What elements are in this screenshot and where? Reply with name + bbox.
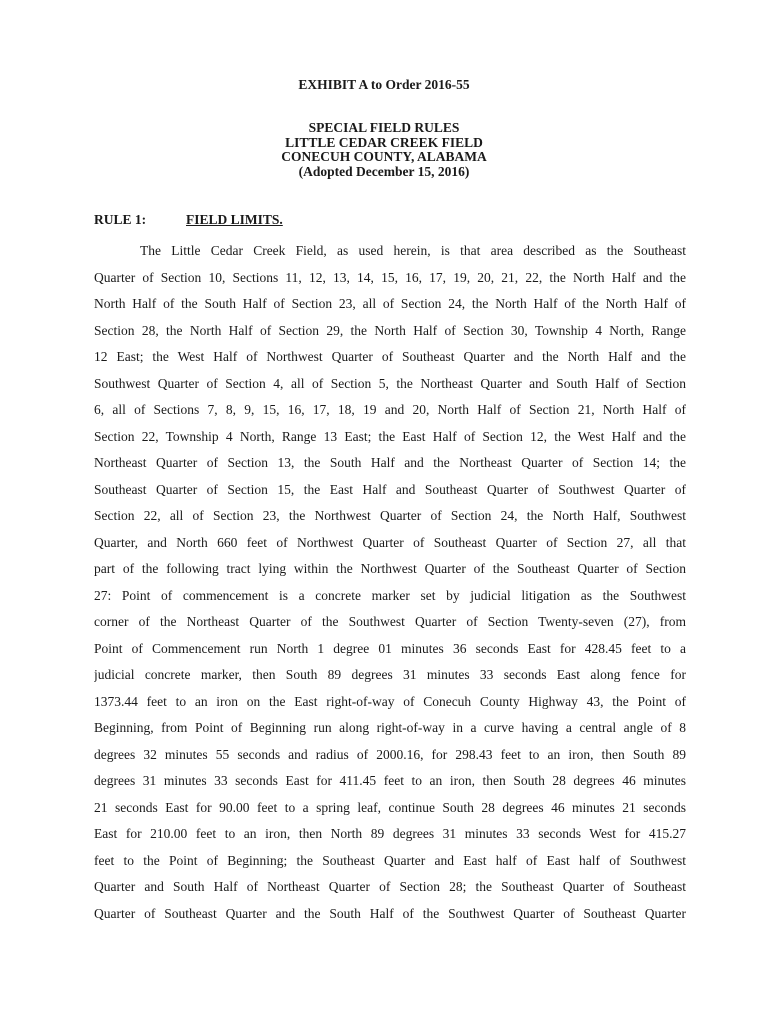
paragraph-line: degrees 31 minutes 33 seconds East for 411.45 feet to an iron, then South 28 degrees 46 minutes	[94, 773, 686, 788]
paragraph-line: East for 210.00 feet to an iron, then North 89 degrees 31 minutes 33 seconds West for 415.27	[94, 826, 686, 841]
rule-title: FIELD LIMITS.	[186, 212, 283, 227]
heading-line-county: CONECUH COUNTY, ALABAMA	[281, 149, 487, 164]
paragraph-line: Point of Commencement run North 1 degree 01 minutes 36 seconds East for 428.45 feet to a	[94, 640, 686, 656]
paragraph-line: Northeast Quarter of Section 13, the South Half and the Northeast Quarter of Section 14; the	[94, 455, 686, 470]
paragraph-line: Quarter of Section 10, Sections 11, 12, 13, 14, 15, 16, 17, 19, 20, 21, 22, the North Half and the	[94, 269, 686, 285]
paragraph-line: part of the following tract lying within the Northwest Quarter of the Southeast Quarter of Section	[94, 561, 686, 576]
paragraph-line: Section 22, all of Section 23, the Northwest Quarter of Section 24, the North Half, Southwest	[94, 508, 686, 523]
paragraph-line: 12 East; the West Half of Northwest Quarter of Southeast Quarter and the North Half and the	[94, 349, 686, 364]
heading-line-adopted-date: (Adopted December 15, 2016)	[298, 163, 470, 179]
paragraph-line: 6, all of Sections 7, 8, 9, 15, 16, 17, 18, 19 and 20, North Half of Section 21, North Half of	[94, 402, 686, 417]
paragraph-line: Beginning, from Point of Beginning run along right-of-way in a curve having a central angle of 8	[94, 720, 686, 735]
paragraph-line: corner of the Northeast Quarter of the Southwest Quarter of Section Twenty-seven (27), from	[94, 614, 686, 629]
paragraph-line: judicial concrete marker, then South 89 degrees 31 minutes 33 seconds East along fence for	[94, 667, 686, 682]
paragraph-line: feet to the Point of Beginning; the Southeast Quarter and East half of East half of Southwest	[94, 852, 686, 868]
rules-heading	[0, 121, 768, 179]
paragraph-line: 1373.44 feet to an iron on the East right-of-way of Conecuh County Highway 43, the Point of	[94, 693, 686, 709]
heading-line-special-field-rules: SPECIAL FIELD RULES	[308, 120, 460, 135]
paragraph-line: Quarter, and North 660 feet of Northwest Quarter of Southeast Quarter of Section 27, all that	[94, 534, 686, 550]
paragraph-line: The Little Cedar Creek Field, as used herein, is that area described as the Southeast	[140, 243, 686, 258]
paragraph-line: 27: Point of commencement is a concrete marker set by judicial litigation as the Southwest	[94, 587, 686, 603]
exhibit-title: EXHIBIT A to Order 2016-55	[298, 77, 470, 92]
paragraph-line: 21 seconds East for 90.00 feet to a spring leaf, continue South 28 degrees 46 minutes 21 seconds	[94, 799, 686, 815]
rule-number: RULE 1:	[94, 212, 147, 227]
paragraph-line: Southwest Quarter of Section 4, all of Section 5, the Northeast Quarter and South Half of Section	[94, 375, 686, 391]
paragraph-line: Section 22, Township 4 North, Range 13 East; the East Half of Section 12, the West Half and the	[94, 428, 686, 444]
paragraph-line: Southeast Quarter of Section 15, the East Half and Southeast Quarter of Southwest Quarter of	[94, 481, 686, 497]
paragraph-line: degrees 32 minutes 55 seconds and radius of 2000.16, for 298.43 feet to an iron, then South 89	[94, 746, 686, 762]
paragraph-line: Quarter of Southeast Quarter and the South Half of the Southwest Quarter of Southeast Quarter	[94, 905, 686, 921]
heading-line-field-name: LITTLE CEDAR CREEK FIELD	[285, 134, 483, 150]
paragraph-line: North Half of the South Half of Section 23, all of Section 24, the North Half of the North Half of	[94, 296, 686, 311]
paragraph-line: Section 28, the North Half of Section 29, the North Half of Section 30, Township 4 North, Range	[94, 322, 686, 338]
field-limits-paragraph	[94, 238, 686, 927]
paragraph-line: Quarter and South Half of Northeast Quarter of Section 28; the Southeast Quarter of Southeast	[94, 879, 686, 894]
